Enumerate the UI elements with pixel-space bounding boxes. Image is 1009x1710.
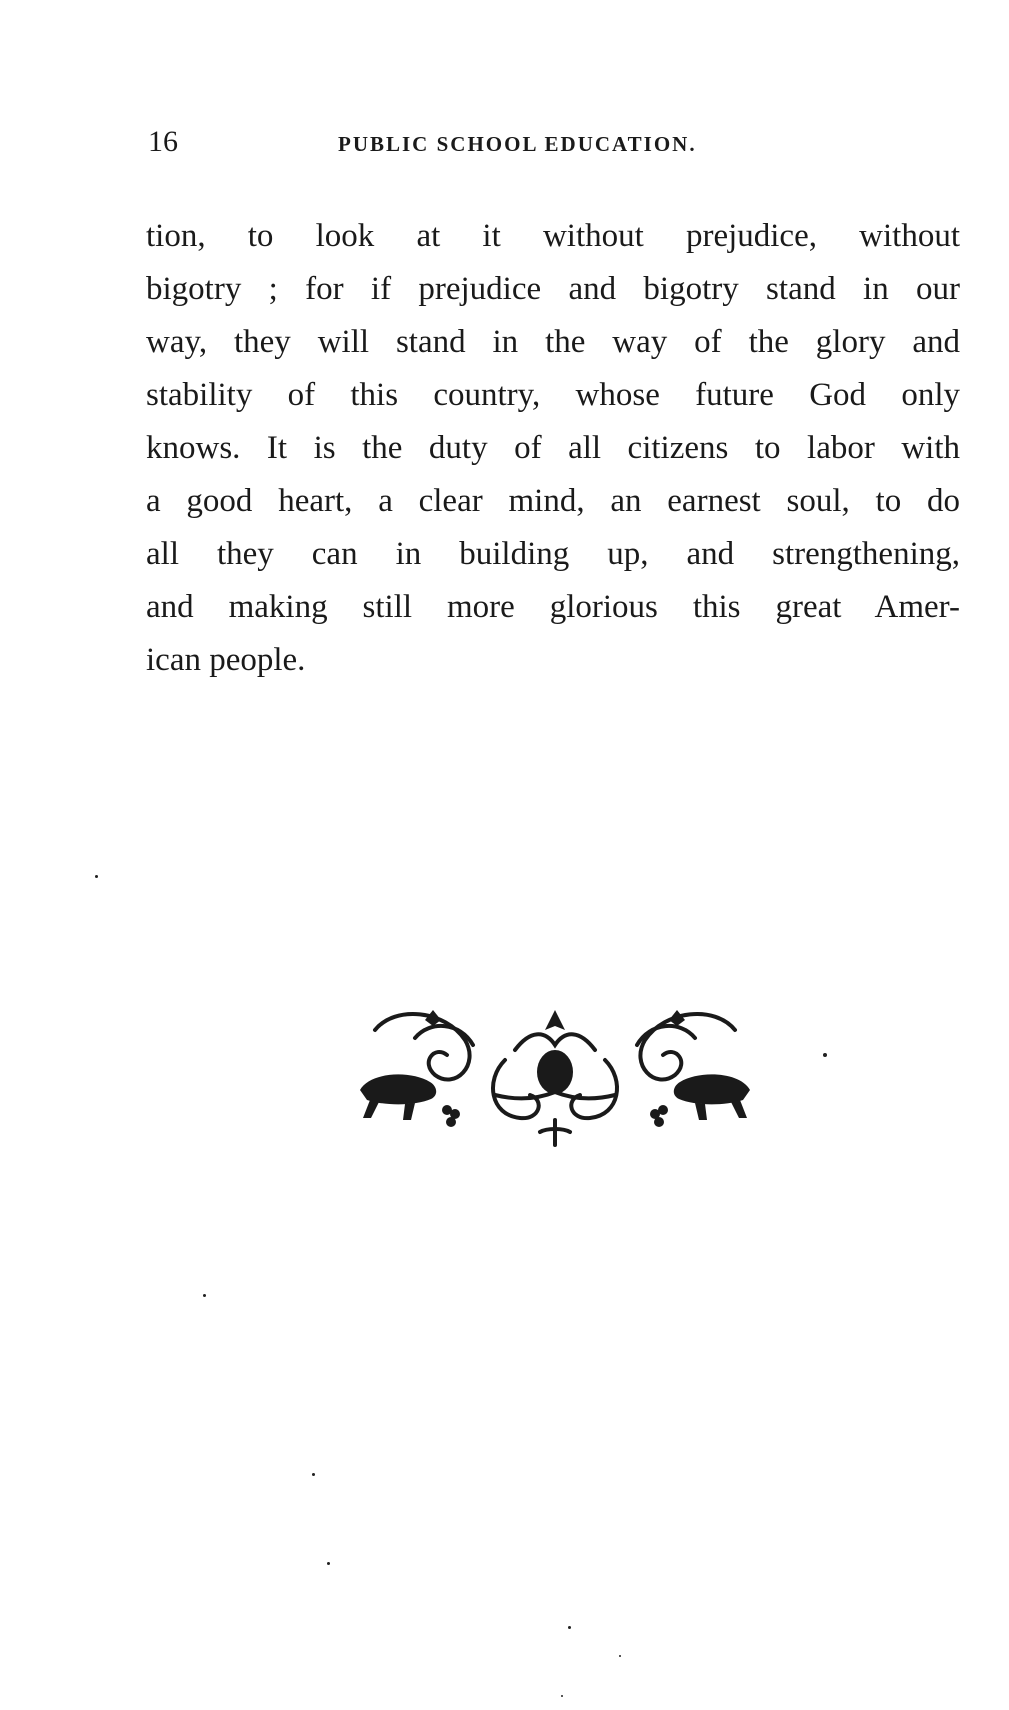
decorative-tailpiece-icon [355, 1000, 755, 1150]
ink-speck [568, 1626, 571, 1629]
text-line: tion, to look at it without prejudice, without [146, 218, 960, 254]
running-title: PUBLIC SCHOOL EDUCATION. [338, 132, 697, 156]
text-line: knows. It is the duty of all citizens to labor with [146, 430, 960, 466]
text-line: stability of this country, whose future God only [146, 377, 960, 413]
ink-speck [203, 1294, 206, 1297]
ink-speck [561, 1695, 563, 1697]
ink-speck [312, 1473, 315, 1476]
text-line: bigotry ; for if prejudice and bigotry stand in our [146, 271, 960, 307]
ink-speck [823, 1053, 827, 1057]
ink-speck [95, 875, 98, 878]
text-line: ican people. [146, 642, 306, 678]
text-line: a good heart, a clear mind, an earnest soul, to do [146, 483, 960, 519]
running-head [148, 122, 960, 162]
ink-speck [619, 1655, 621, 1657]
text-line: all they can in building up, and strengthening, [146, 536, 960, 572]
text-line: way, they will stand in the way of the glory and [146, 324, 960, 360]
text-line: and making still more glorious this great Amer- [146, 589, 960, 625]
page-number: 16 [148, 125, 178, 158]
ink-speck [327, 1562, 330, 1565]
body-paragraph [146, 210, 960, 687]
